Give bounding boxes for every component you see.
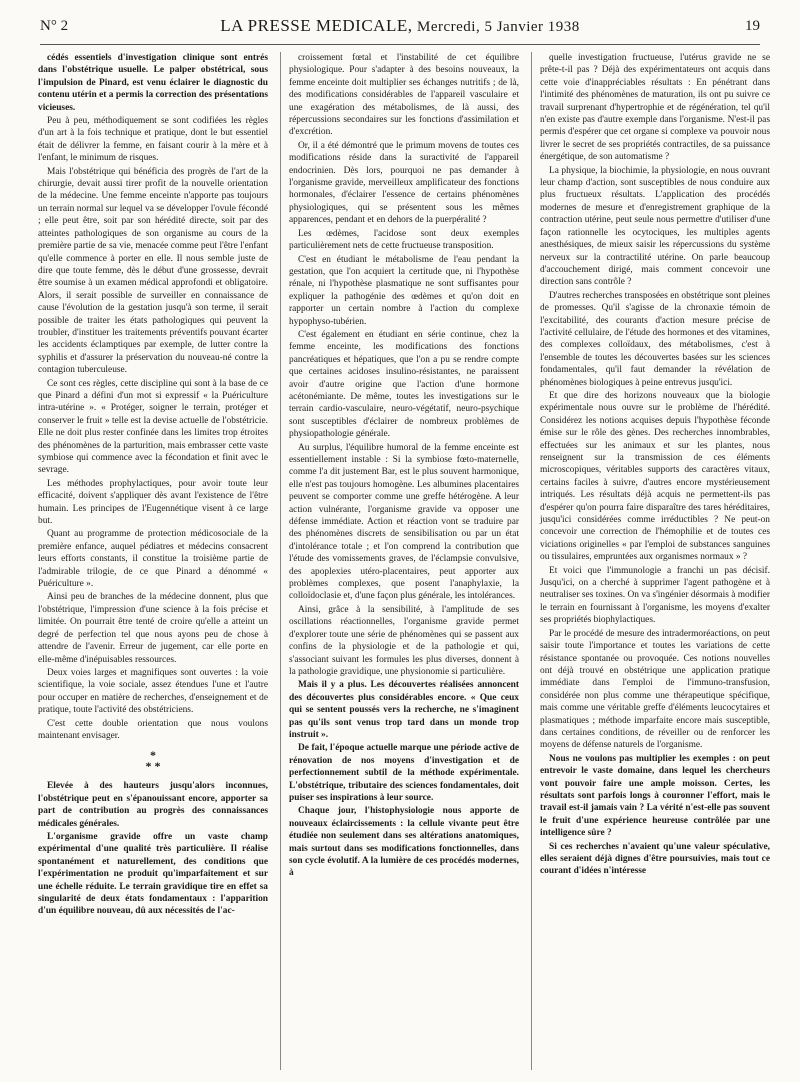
section-separator — [38, 750, 268, 772]
paragraph: Et que dire des horizons nouveaux que la biologie expérimentale nous ouvre sur le problème de l'hérédité. Considérez les notions acquises depuis l'hypothèse féconde émise sur le rôle des gènes. Des recherches innombrables, effectuées sur les animaux et sur les plantes, nous renseignent sur la transmission de ces éléments microscopiques, véritables supports des caractères vitaux, certains faciles à suivre, d'autres encore mystérieusement intriqués. Les résultats déjà acquis ne permettent-ils pas d'espérer qu'on pourra faire disparaître des tares héréditaires, jusqu'ici considérées comme irréductibles ? Ne peut-on concevoir une correction de l'hémophilie et de toutes ces viciations originelles « par l'emploi de substances sanguines ou tissulaires, empruntées aux organismes normaux » ? — [540, 390, 770, 563]
paragraph: D'autres recherches transposées en obstétrique sont pleines de promesses. Qu'il s'agisse de la chronaxie témoin de l'excitabilité, des courants d'action mesure précise de l'activité cellulaire, de l'étude des hormones et des vitamines, des complexes colloïdaux, des métabolismes, c'est à l'ensemble de toutes les découvertes basées sur les sciences fondamentales, qu'il faut demander la révélation de phénomènes biologiques à peine entrevus jusqu'ici. — [540, 290, 770, 388]
header-rule — [40, 44, 760, 45]
paragraph: Ainsi, grâce à la sensibilité, à l'amplitude de ses oscillations réactionnelles, l'organisme gravide permet d'explorer toute une série de phénomènes qui se passent aux confins de la physiologie et de la pathologie et qui, s'associant suivant les formules les plus diverses, donnent à la pathologie gravidique, une physionomie si particulière. — [289, 604, 519, 677]
paragraph: cédés essentiels d'investigation clinique sont entrés dans l'obstétrique usuelle. Le palper obstétrical, sous l'impulsion de Pinard, est venu éclairer le diagnostic du contenu utérin et a permis la correction des présentations vicieuses. — [38, 53, 268, 113]
paragraph: Si ces recherches n'avaient qu'une valeur spéculative, elles seraient déjà dignes d'être poursuivies, mais tout ce courant d'idées n'intéresse — [540, 841, 770, 877]
paragraph: Par le procédé de mesure des intradermoréactions, on peut saisir toute l'importance et toutes les variations de cette résistance spontanée ou provoquée. Ces notions nouvelles ont déjà trouvé en obstétrique une application pratique immédiate dans l'emploi de l'immuno-transfusion, considérée non plus comme une thérapeutique spécifique, mais comme une véritable greffe d'éléments leucocytaires et plasmatiques ; méthode imparfaite encore mais susceptible, dans certaines conditions, de réveiller ou de renforcer les moyens de défense naturels de l'organisme. — [540, 628, 770, 751]
column-1 — [38, 52, 268, 1070]
paragraph: Au surplus, l'équilibre humoral de la femme enceinte est essentiellement instable : Si la symbiose fœto-maternelle, comme l'a dit justement Bar, est le plus souvent harmonique, elle n'est pas toujours homogène. Les albumines placentaires peuvent se comporter comme une greffe hétérogène. A leur action vulnérante, l'organisme gravide va opposer une défense immédiate. Action et réaction vont se traduire par des phénomènes discrets de sensibilisation ou par un état d'intolérance totale ; et l'on comprend la contribution que l'étude des vomissements graves, de l'éclampsie convulsive, des apoplexies utéro-placentaires, peut apporter aux problèmes complexes, que posent l'anaphylaxie, la colloïdoclasie et, d'une façon plus générale, les intolérances. — [289, 442, 519, 602]
paragraph: Chaque jour, l'histophysiologie nous apporte de nouveaux éclaircissements : la cellule vivante peut être étudiée non seulement dans ses altérations anatomiques, mais surtout dans ses modifications fonctionnelles, dans son cycle évolutif. A la lumière de ces procédés modernes, à — [289, 806, 519, 879]
paragraph: De fait, l'époque actuelle marque une période active de rénovation de nos moyens d'investigation et de perfectionnement subtil de la méthode expérimentale. L'obstétrique, tributaire des sciences fondamentales, doit puiser ses inspirations à leur source. — [289, 743, 519, 803]
page-header — [40, 14, 760, 40]
paragraph: Mais il y a plus. Les découvertes réalisées annoncent des découvertes plus considérables encore. « Que ceux qui se sentent poussés vers la recherche, ne s'imaginent pas qu'ils sont venus trop tard dans un monde trop instruit ». — [289, 680, 519, 740]
paragraph: quelle investigation fructueuse, l'utérus gravide ne se prête-t-il pas ? Déjà des expérimentateurs ont acquis dans cette voie d'inappréciables résultats : En pénétrant dans l'intimité des phénomènes de maturation, ils ont pu suivre ce travail surprenant d'hypertrophie et de régénération, tel qu'il n'en existe pas d'autre exemple dans l'organisme. N'est-il pas permis d'espérer que cet organe si complexe va pouvoir nous livrer le secret de ses propriétés contractiles, de sa puissance énergétique, de son automatisme ? — [540, 53, 770, 163]
paragraph: Deux voies larges et magnifiques sont ouvertes : la voie scientifique, la voie sociale, assez étendues l'une et l'autre pour occuper en matière de recherches, d'enseignement et de pratique, toute l'activité des obstétriciens. — [38, 667, 268, 716]
paragraph: Or, il a été démontré que le primum movens de toutes ces modifications réside dans la suractivité de l'appareil endocrinien. Dès lors, pourquoi ne pas demander à l'organisme gravide, merveilleux amplificateur des fonctions hormonales, d'éclairer l'essence de certains phénomènes physiologiques, qui se présentent sous les mêmes apparences, pendant et en dehors de la puerpéralité ? — [289, 140, 519, 226]
issue-number: N° 2 — [40, 18, 69, 34]
paragraph: Nous ne voulons pas multiplier les exemples : on peut entrevoir le vaste domaine, dans lequel les chercheurs vont pouvoir faire une ample moisson. Certes, les résultats sont parfois longs à couronner l'effort, mais le travail est-il jamais vain ? La vérité n'est-elle pas souvent le fruit d'une expérience heureuse contrôlée par une intelligence sûre ? — [540, 753, 770, 839]
paragraph: Elevée à des hauteurs jusqu'alors inconnues, l'obstétrique peut en s'épanouissant encore, apporter sa part de contribution au progrès des connaissances médicales générales. — [38, 781, 268, 829]
paragraph: croissement fœtal et l'instabilité de cet équilibre physiologique. Pour s'adapter à des besoins nouveaux, la femme enceinte doit multiplier ses échanges nutritifs ; de là, des modifications considérables de l'appareil vasculaire et une exagération des métabolismes, de là aussi, des répercussions secondaires sur les fonctions d'assimilation et d'excrétion. — [289, 53, 519, 138]
paragraph: C'est cette double orientation que nous voulons maintenant envisager. — [38, 718, 268, 741]
paragraph: Ainsi peu de branches de la médecine donnent, plus que l'obstétrique, l'impression d'une science à la fois précise et limitée. On pourrait être tenté de croire qu'elle a atteint un degré de perfection tel que nous ayons peu de chose à attendre de l'avenir. Erreur de jugement, car elle porte en elle-même d'inépuisables ressources. — [38, 592, 268, 665]
masthead — [40, 16, 760, 36]
paragraph: Et voici que l'immunologie a franchi un pas décisif. Jusqu'ici, on a cherché à supprimer l'agent pathogène et à neutraliser ses toxines. On va s'ingénier désormais à modifier le terrain en fournissant à l'organisme, les moyens d'exalter ses propriétés biophylactiques. — [540, 565, 770, 626]
column-2 — [280, 52, 519, 1070]
column-3 — [531, 52, 770, 1070]
separator-asterisks: * — [150, 748, 156, 763]
text-columns — [38, 52, 770, 1070]
page-number: 19 — [745, 18, 760, 34]
issue-date: Mercredi, 5 Janvier 1938 — [416, 19, 580, 35]
paragraph: C'est en étudiant le métabolisme de l'eau pendant la gestation, que l'on acquiert la certitude que, ni l'hypothèse rénale, ni l'hypothèse plasmatique ne sont suffisantes pour expliquer la pathogénie des œdèmes et qu'on doit en rapporter un certain nombre à l'action du complexe hypophyso-tubérien. — [289, 254, 519, 327]
paragraph: Mais l'obstétrique qui bénéficia des progrès de l'art de la chirurgie, devait aussi tirer profit de la nouvelle orientation de la médecine. Une femme enceinte n'apporte pas toujours un terrain normal sur lequel va se développer l'ovule fécondé ; elle peut être, soit par son hérédité directe, soit par des atteintes pathologiques de son organisme au cours de la première partie de sa vie, menacée comme peut l'être l'enfant qu'elle commence à porter en elle. Il nous semble juste de dire que toute femme, dès le début d'une grossesse, devrait être soumise à un examen médical approfondi et obligatoire. Alors, il serait possible de surveiller en connaissance de cause l'évolution de la gestation jusqu'à son terme, il serait possible de traiter les états pathologiques qui peuvent la troubler, d'instituer les traitements préventifs pouvant écarter les accidents éclamptiques par exemple, de lutter contre la syphilis et d'assurer la préservation du nouveau-né contre la contagion tuberculeuse. — [38, 166, 268, 376]
paragraph: Ce sont ces règles, cette discipline qui sont à la base de ce que Pinard a défini d'un mot si expressif « la Puériculture intra-utérine ». « Protéger, soigner le terrain, protéger et conserver le fruit » telle est la devise actuelle de l'obstétricie. Elle ne doit plus rester confinée dans les limites trop étroites des phénomènes de la parturition, mais embrasser cette vaste symbiose qui commence avec la fécondation et finit avec le sevrage. — [38, 378, 268, 476]
paragraph: Les méthodes prophylactiques, pour avoir toute leur efficacité, doivent s'appliquer dès avant l'existence de l'être humain. Les principes de l'Eugennétique visent à ce large but. — [38, 478, 268, 527]
paragraph: Les œdèmes, l'acidose sont deux exemples particulièrement nets de cette fructueuse transposition. — [289, 228, 519, 252]
journal-title: LA PRESSE MEDICALE, — [220, 16, 413, 35]
paragraph: La physique, la biochimie, la physiologie, en nous ouvrant leur champ d'action, sont susceptibles de nous conduire aux plus fructueux résultats. L'application des procédés modernes de mesure et d'enregistrement graphique de la contraction utérine, peut seule nous permettre d'utiliser d'une façon rationnelle les ocytociques, les multiples agents anesthésiques, de mieux saisir les répercussions du système nerveux sur la contractilité utérine. On parle beaucoup d'accouchement dirigé, mais comment concevoir une direction sans contrôle ? — [540, 165, 770, 288]
paragraph: Peu à peu, méthodiquement se sont codifiées les règles d'un art à la fois technique et pratique, dont le but essentiel était de délivrer la femme, en faisant courir à la mère et à l'enfant, le minimum de risques. — [38, 116, 268, 164]
paragraph: Quant au programme de protection médicosociale de la première enfance, auquel pédiatres et médecins consacrent leurs efforts constants, il constitue la troisième partie de l'admirable trilogie, de ce que Pinard a dénommé « Puériculture ». — [38, 529, 268, 590]
paragraph: L'organisme gravide offre un vaste champ expérimental d'une qualité très particulière. Il réalise spontanément et naturellement, des conditions que l'expérimentation ne produit qu'imparfaitement et sur une échelle réduite. Le terrain gravidique tire en effet sa singularité de deux états fondamentaux : l'apparition d'un équilibre nouveau, dû aux nécessités de l'ac- — [38, 831, 268, 917]
paragraph: C'est également en étudiant en série continue, chez la femme enceinte, les modifications des fonctions pancréatiques et hépatiques, que l'on a pu se rendre compte que certaines acidoses insulino-résistantes, ne paraissent avoir d'autre origine que l'action d'une hormone acétonémiante. De même, toutes les investigations sur le terrain cardio-vasculaire, neuro-végétatif, neuro-psychique sont susceptibles d'éclairer de nombreux problèmes de physiopathologie générale. — [289, 329, 519, 440]
separator-asterisks: * * — [145, 759, 161, 774]
